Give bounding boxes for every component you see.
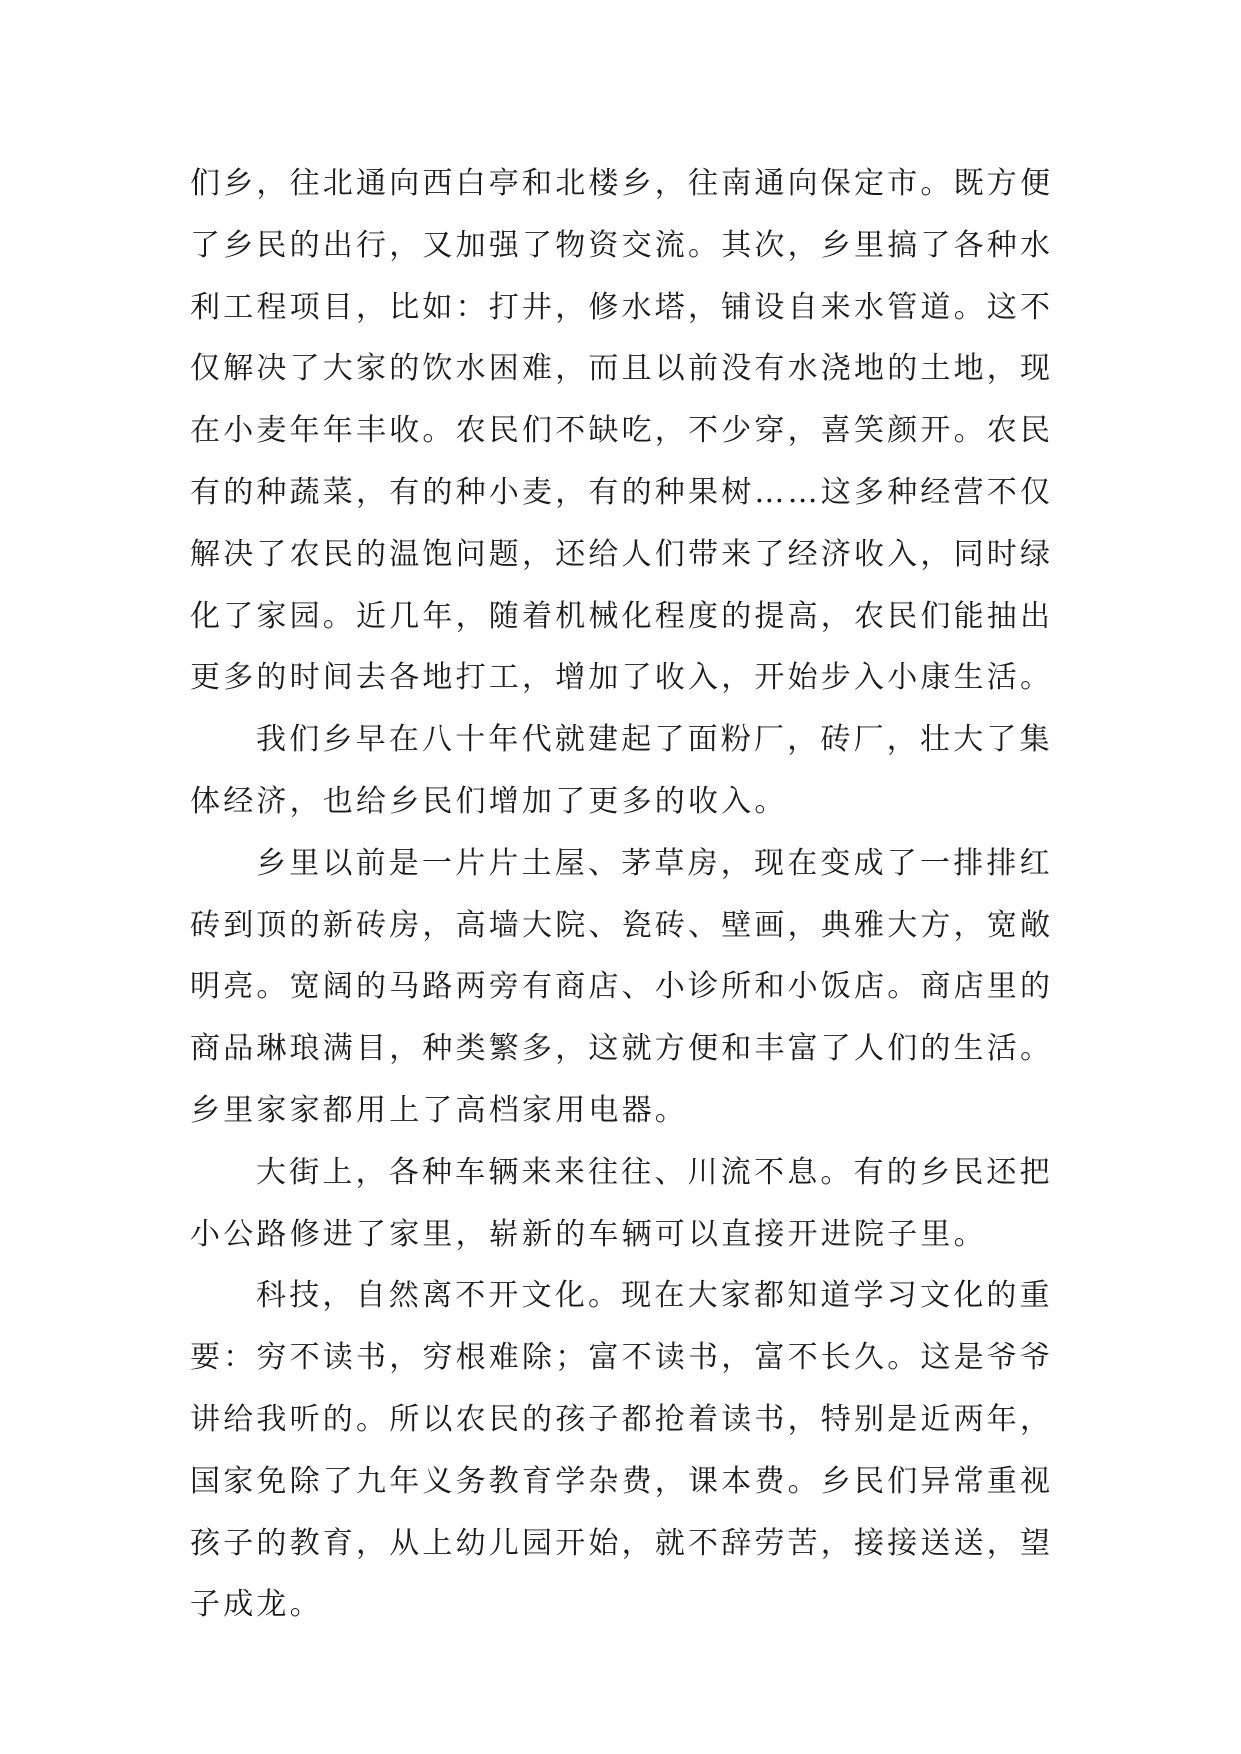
document-body [190, 153, 1060, 1636]
paragraph [190, 153, 1060, 709]
text-line: 解决了农民的温饱问题，还给人们带来了经济收入，同时绿 [190, 536, 1054, 572]
text-line: 要：穷不读书，穷根难除；富不读书，富不长久。这是爷爷 [190, 1340, 1054, 1376]
text-line: 商品琳琅满目，种类繁多，这就方便和丰富了人们的生活。 [190, 1031, 1054, 1067]
text-line: 科技，自然离不开文化。现在大家都知道学习文化的重 [256, 1278, 1053, 1314]
text-line: 仅解决了大家的饮水困难，而且以前没有水浇地的土地，现 [190, 351, 1054, 387]
text-line: 小公路修进了家里，崭新的车辆可以直接开进院子里。 [190, 1216, 987, 1252]
text-line: 利工程项目，比如：打井，修水塔，铺设自来水管道。这不 [190, 289, 1054, 325]
text-line: 讲给我听的。所以农民的孩子都抢着读书，特别是近两年， [190, 1401, 1054, 1437]
text-line: 砖到顶的新砖房，高墙大院、瓷砖、壁画，典雅大方，宽敞 [190, 907, 1054, 943]
text-line: 子成龙。 [190, 1587, 323, 1623]
text-line: 明亮。宽阔的马路两旁有商店、小诊所和小饭店。商店里的 [190, 969, 1054, 1005]
paragraph [190, 833, 1060, 1142]
text-line: 我们乡早在八十年代就建起了面粉厂，砖厂，壮大了集 [256, 722, 1053, 758]
text-line: 有的种蔬菜，有的种小麦，有的种果树……这多种经营不仅 [190, 474, 1054, 510]
text-line: 体经济，也给乡民们增加了更多的收入。 [190, 783, 788, 819]
text-line: 了乡民的出行，又加强了物资交流。其次，乡里搞了各种水 [190, 227, 1054, 263]
text-line: 在小麦年年丰收。农民们不缺吃，不少穿，喜笑颜开。农民 [190, 413, 1054, 449]
paragraph [190, 1142, 1060, 1266]
text-line: 乡里以前是一片片土屋、茅草房，现在变成了一排排红 [256, 845, 1053, 881]
text-line: 乡里家家都用上了高档家用电器。 [190, 1092, 688, 1128]
text-line: 化了家园。近几年，随着机械化程度的提高，农民们能抽出 [190, 598, 1054, 634]
text-line: 孩子的教育，从上幼儿园开始，就不辞劳苦，接接送送，望 [190, 1525, 1054, 1561]
text-line: 国家免除了九年义务教育学杂费，课本费。乡民们异常重视 [190, 1463, 1054, 1499]
text-line: 大街上，各种车辆来来往往、川流不息。有的乡民还把 [256, 1154, 1053, 1190]
text-line: 更多的时间去各地打工，增加了收入，开始步入小康生活。 [190, 660, 1054, 696]
paragraph [190, 709, 1060, 833]
paragraph [190, 1265, 1060, 1636]
text-line: 们乡，往北通向西白亭和北楼乡，往南通向保定市。既方便 [190, 166, 1054, 201]
